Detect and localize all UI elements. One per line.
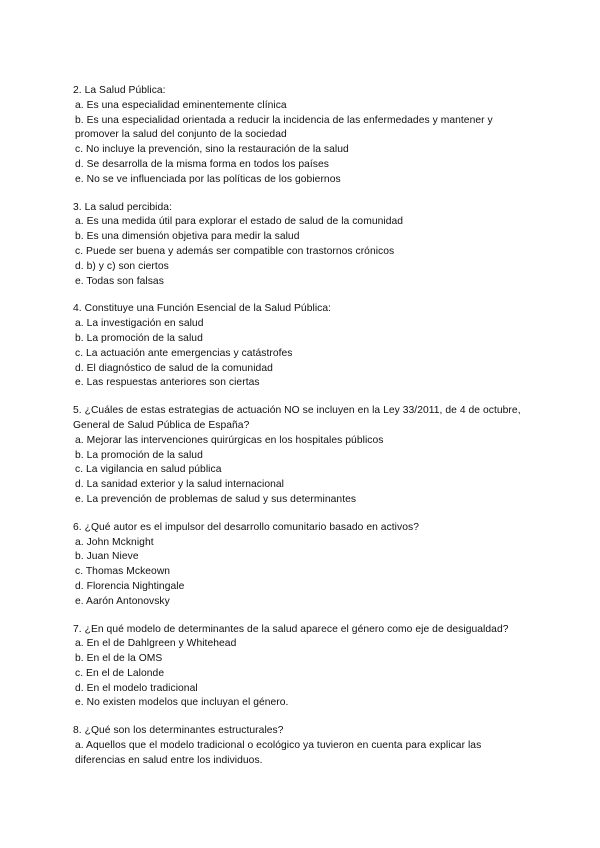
answer-option-b: b. Juan Nieve [75, 551, 139, 563]
answer-option-b: b. En el de la OMS [75, 653, 163, 665]
answer-option-c: c. La actuación ante emergencias y catástrofes [75, 347, 293, 359]
question-8 [73, 724, 533, 768]
answer-option-a: a. Aquellos que el modelo tradicional o ecológico ya tuvieron en cuenta para explicar las diferencias en salud entre los individuos. [75, 740, 482, 766]
document-page [73, 84, 533, 782]
answer-option-e: e. No se ve influenciada por las políticas de los gobiernos [75, 173, 341, 185]
answer-option-e: e. No existen modelos que incluyan el género. [75, 697, 289, 709]
answer-option-a: a. Es una medida útil para explorar el estado de salud de la comunidad [75, 216, 404, 228]
answer-option-b: b. Es una dimensión objetiva para medir la salud [75, 231, 300, 243]
answer-option-a: a. Es una especialidad eminentemente clínica [75, 99, 287, 111]
answer-option-c: c. No incluye la prevención, sino la restauración de la salud [75, 144, 349, 156]
answer-option-c: c. Thomas Mckeown [75, 566, 171, 578]
question-text: 6. ¿Qué autor es el impulsor del desarrollo comunitario basado en activos? [73, 521, 419, 533]
answer-option-e: e. La prevención de problemas de salud y sus determinantes [75, 493, 357, 505]
answer-option-d: d. El diagnóstico de salud de la comunidad [75, 362, 273, 374]
question-2 [73, 84, 533, 188]
answer-option-d: d. En el modelo tradicional [75, 682, 198, 694]
question-text: 2. La Salud Pública: [73, 85, 166, 96]
question-text: 5. ¿Cuáles de estas estrategias de actuación NO se incluyen en la Ley 33/2011, de 4 de octubre, General de Salud Pública de España? [73, 405, 521, 431]
answer-option-a: a. La investigación en salud [75, 318, 204, 330]
answer-option-d: d. La sanidad exterior y la salud internacional [75, 479, 284, 491]
question-7 [73, 623, 533, 712]
question-text: 3. La salud percibida: [73, 201, 172, 213]
answer-option-b: b. La promoción de la salud [75, 449, 203, 461]
question-3 [73, 201, 533, 290]
answer-option-d: d. Florencia Nightingale [75, 580, 185, 592]
answer-option-d: d. Se desarrolla de la misma forma en todos los países [75, 158, 329, 170]
answer-option-c: c. La vigilancia en salud pública [75, 464, 222, 476]
answer-option-b: b. La promoción de la salud [75, 332, 203, 344]
question-5 [73, 404, 533, 508]
answer-option-e: e. Todas son falsas [75, 275, 164, 287]
question-text: 8. ¿Qué son los determinantes estructurales? [73, 725, 284, 737]
question-text: 4. Constituye una Función Esencial de la Salud Pública: [73, 303, 332, 315]
question-6 [73, 521, 533, 610]
question-4 [73, 302, 533, 391]
answer-option-c: c. Puede ser buena y además ser compatible con trastornos crónicos [75, 245, 395, 257]
answer-option-a: a. John Mcknight [75, 536, 154, 548]
answer-option-c: c. En el de Lalonde [75, 667, 165, 679]
answer-option-d: d. b) y c) son ciertos [75, 260, 169, 272]
answer-option-e: e. Las respuestas anteriores son ciertas [75, 377, 260, 389]
answer-option-b: b. Es una especialidad orientada a reducir la incidencia de las enfermedades y mantener y promover la salud del conjunto de la sociedad [75, 114, 493, 141]
answer-option-a: a. Mejorar las intervenciones quirúrgicas en los hospitales públicos [75, 434, 384, 446]
answer-option-e: e. Aarón Antonovsky [75, 595, 170, 607]
question-text: 7. ¿En qué modelo de determinantes de la salud aparece el género como eje de desigualdad? [73, 623, 509, 635]
answer-option-a: a. En el de Dahlgreen y Whitehead [75, 638, 237, 650]
